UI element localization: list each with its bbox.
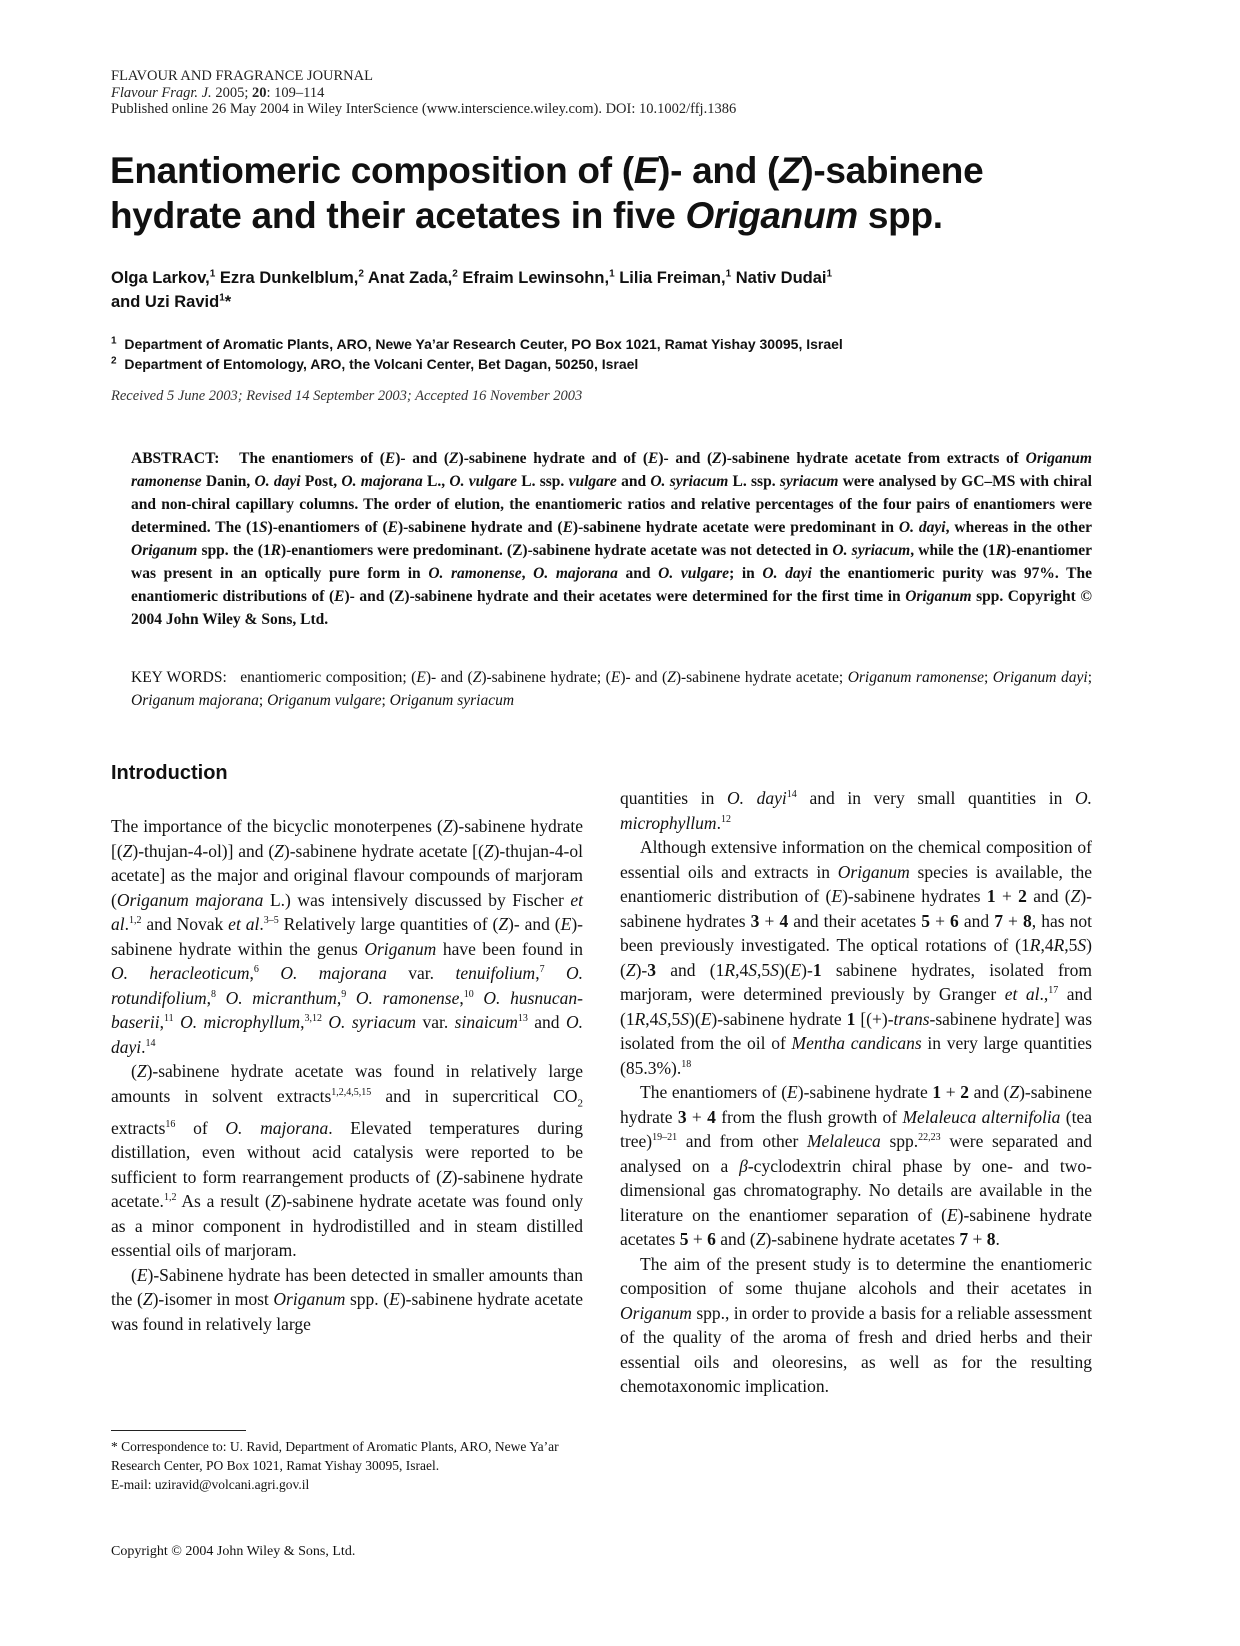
article-title: Enantiomeric composition of (E)- and (Z)-sabinene hydrate and their acetates in five Origanum spp. — [110, 150, 984, 236]
paragraph: (Z)-sabinene hydrate acetate was found in relatively large amounts in solvent extracts$^{1,2,4,5,15}$ and in supercritical $CO_2$ extracts$^{16}$ of O. majorana. Elevated temperatures during distillation, even without acid catalysis were reported to be sufficient to form rearrangement products of (Z)-sabinene hydrate acetate.$^{1,2}$ As a result (Z)-sabinene hydrate acetate was found only as a minor component in hydrodistilled and in steam distilled essential oils of marjoram. — [111, 1061, 584, 1260]
paragraph: The importance of the bicyclic monoterpenes (Z)-sabinene hydrate [(Z)-thujan-4-ol)] and (Z)-sabinene hydrate acetate [(Z)-thujan-4-ol acetate] as the major and original flavour compounds of marjoram (Origanum majorana L.) was intensively discussed by Fischer et al.$^{1,2}$ and Novak et al.$^{3-5}$ Relatively large quantities of (Z)- and (E)-sabinene hydrate within the genus Origanum have been found in O. heracleoticum,$^6$ O. majorana var. tenuifolium,$^7$ O. rotundifolium,$^8$ O. micranthum,$^9$ O. ramonense,$^{10}$ O. husnucan-baserii,$^{11}$ O. microphyllum,$^{3,12}$ O. syriacum var. sinaicum$^{13}$ and O. dayi.$^{14}$ — [111, 816, 584, 1057]
citation: Flavour Fragr. J. 2005; 20: 109–114 — [111, 84, 325, 101]
paragraph: quantities in O. dayi$^{14}$ and in very small quantities in O. microphyllum.$^{12}$ — [620, 788, 1092, 833]
footnote-divider — [111, 1430, 246, 1431]
published-line: Published online 26 May 2004 in Wiley InterScience (www.interscience.wiley.com). DOI: 10.1002/ffj.1386 — [111, 101, 737, 117]
affiliation-1: $^1$ Department of Aromatic Plants, ARO, Newe Ya’ar Research Ceuter, PO Box 1021, Ramat Yishay 30095, Israel — [111, 335, 843, 352]
journal-name: FLAVOUR AND FRAGRANCE JOURNAL — [111, 68, 373, 84]
paragraph: Although extensive information on the chemical composition of essential oils and extracts in Origanum species is available, the enantiomeric distribution of (E)-sabinene hydrates 1 + 2 and (Z)-sabinene hydrates 3 + 4 and their acetates 5 + 6 and 7 + 8, has not been previously investigated. The optical rotations of (1R,4R,5S)(Z)-3 and (1R,4S,5S)(E)-1 sabinene hydrates, isolated from marjoram, were determined previously by Granger et al.,$^{17}$ and (1R,4S,5S)(E)-sabinene hydrate 1 [(+)-trans-sabinene hydrate] was isolated from the oil of Mentha candicans in very large quantities (85.3%).$^{18}$ — [620, 837, 1093, 1078]
body-column-right — [620, 786, 1092, 1399]
footer-copyright: Copyright © 2004 John Wiley & Sons, Ltd. — [111, 1544, 356, 1559]
paragraph: The aim of the present study is to determine the enantiomeric composition of some thujane alcohols and their acetates in Origanum spp., in order to provide a basis for a reliable assessment of the quality of the aroma of fresh and dried herbs and their essential oils and oleoresins, as well as for the resulting chemotaxonomic implication. — [620, 1253, 1092, 1396]
paragraph: The enantiomers of (E)-sabinene hydrate 1 + 2 and (Z)-sabinene hydrate 3 + 4 from the flush growth of Melaleuca alternifolia (tea tree)$^{19-21}$ and from other Melaleuca spp.$^{22,23}$ were separated and analysed on a β-cyclodextrin chiral phase by one- and two-dimensional gas chromatography. No details are available in the literature on the enantiomer separation of (E)-sabinene hydrate acetates 5 + 6 and (Z)-sabinene hydrate acetates 7 + 8. — [620, 1082, 1093, 1249]
affiliations — [111, 334, 1121, 374]
correspondence-footnote: * Correspondence to: U. Ravid, Department of Aromatic Plants, ARO, Newe Ya’ar Research Center, PO Box 1021, Ramat Yishay 30095, Israel. E-mail: uziravid@volcani.agri.gov.il — [111, 1439, 559, 1492]
body-column-left — [111, 814, 583, 1336]
author-list: Olga Larkov,$^1$ Ezra Dunkelblum,$^2$ Anat Zada,$^2$ Efraim Lewinsohn,$^1$ Lilia Freiman,$^1$ Nativ Dudai$^1$ and Uzi Ravid$^1$* — [111, 268, 833, 311]
affiliation-2: $^2$ Department of Entomology, ARO, the Volcani Center, Bet Dagan, 50250, Israel — [111, 355, 639, 372]
keywords: KEY WORDS: enantiomeric composition; (E)- and (Z)-sabinene hydrate; (E)- and (Z)-sabinene hydrate acetate; Origanum ramonense; Origanum dayi; Origanum majorana; Origanum vulgare; Origanum syriacum — [131, 669, 1092, 709]
received-dates: Received 5 June 2003; Revised 14 September 2003; Accepted 16 November 2003 — [111, 388, 583, 404]
section-heading-introduction: Introduction — [111, 762, 228, 784]
journal-header — [111, 68, 736, 118]
abstract: ABSTRACT: The enantiomers of (E)- and (Z)-sabinene hydrate and of (E)- and (Z)-sabinene hydrate acetate from extracts of Origanum ramonense Danin, O. dayi Post, O. majorana L., O. vulgare L. ssp. vulgare and O. syriacum L. ssp. syriacum were analysed by GC–MS with chiral and non-chiral capillary columns. The order of elution, the enantiomeric ratios and relative percentages of the four pairs of enantiomers were determined. The (1S)-enantiomers of (E)-sabinene hydrate and (E)-sabinene hydrate acetate were predominant in O. dayi, whereas in the other Origanum spp. the (1R)-enantiomers were predominant. (Z)-sabinene hydrate acetate was not detected in O. syriacum, while the (1R)-enantiomer was present in an optically pure form in O. ramonense, O. majorana and O. vulgare; in O. dayi the enantiomeric purity was 97%. The enantiomeric distributions of (E)- and (Z)-sabinene hydrate and their acetates were determined for the first time in Origanum spp. Copyright © 2004 John Wiley & Sons, Ltd. — [131, 450, 1092, 628]
paragraph: (E)-Sabinene hydrate has been detected in smaller amounts than the (Z)-isomer in most Origanum spp. (E)-sabinene hydrate acetate was found in relatively large — [111, 1264, 583, 1334]
